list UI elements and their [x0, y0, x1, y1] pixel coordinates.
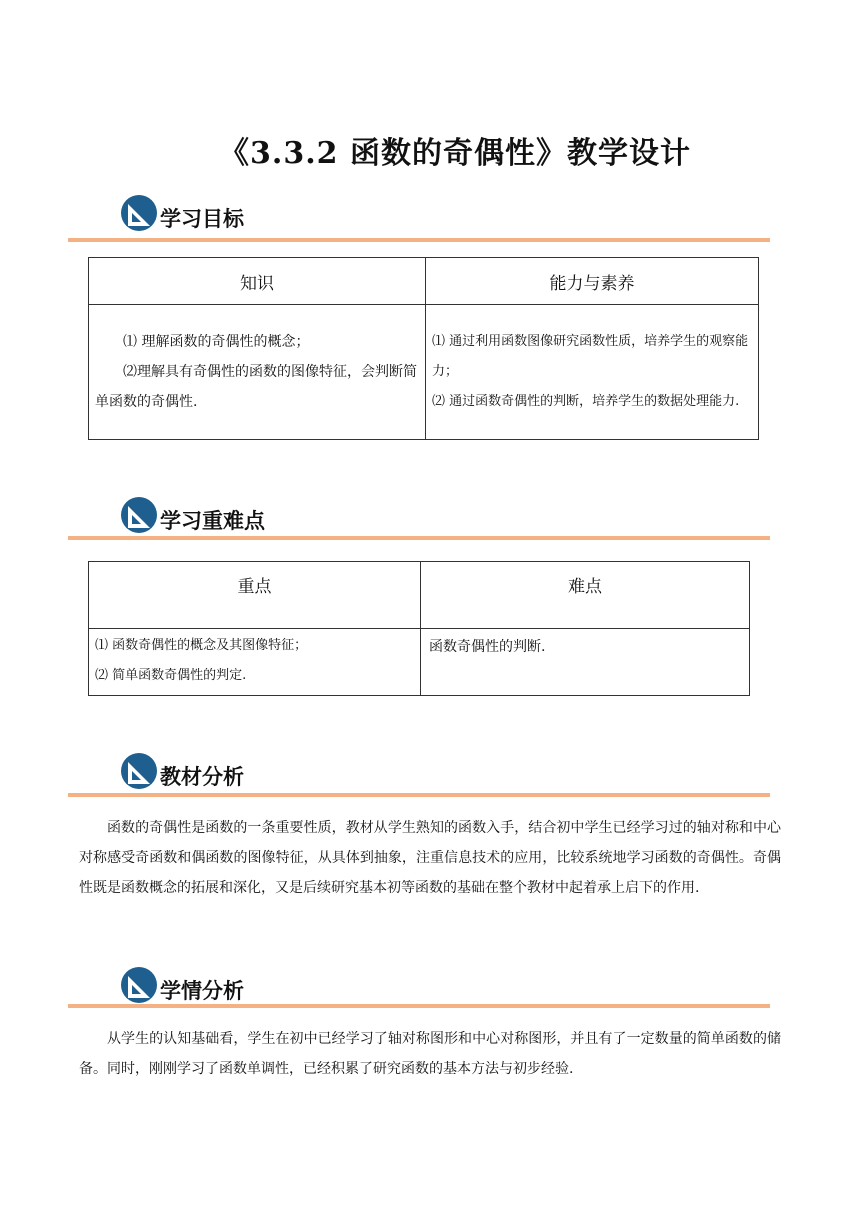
page-title: 《3.3.2 函数的奇偶性》教学设计: [219, 136, 691, 171]
section-divider: [68, 238, 770, 242]
student-analysis-text: 从学生的认知基础看，学生在初中已经学习了轴对称图形和中心对称图形，并且有了一定数量的简单函数的储备。同时，刚刚学习了函数单调性，已经积累了研究函数的基本方法与初步经验.: [79, 1031, 781, 1077]
column-header-key: 重点: [89, 562, 421, 629]
ability-cell: [426, 305, 759, 440]
knowledge-cell: [89, 305, 426, 440]
set-square-icon: [120, 496, 158, 534]
column-header-knowledge: 知识: [89, 258, 426, 305]
set-square-icon: [120, 966, 158, 1004]
key-item: ⑴ 函数奇偶性的概念及其图像特征；: [95, 638, 308, 653]
column-header-difficult: 难点: [421, 562, 750, 629]
section-label: 教材分析: [160, 765, 244, 789]
key-points-table: [88, 561, 750, 696]
objectives-table: [88, 257, 759, 440]
knowledge-item: ⑴ 理解函数的奇偶性的概念；: [123, 334, 310, 350]
section-label: 学习目标: [160, 207, 244, 231]
difficult-cell: [421, 629, 750, 696]
set-square-icon: [120, 752, 158, 790]
textbook-analysis-text: 函数的奇偶性是函数的一条重要性质，教材从学生熟知的函数入手，结合初中学生已经学习过的轴对称和中心对称感受奇函数和偶函数的图像特征，从具体到抽象，注重信息技术的应用，比较系统地学习函数的奇偶性。奇偶性既是函数概念的拓展和深化，又是后续研究基本初等函数的基础在整个教材中起着承上启下的作用.: [79, 820, 781, 896]
section-heading-key-points: [120, 494, 265, 534]
set-square-icon: [120, 194, 158, 232]
difficult-item: 函数奇偶性的判断.: [429, 639, 546, 655]
ability-item: ⑴ 通过利用函数图像研究函数性质，培养学生的观察能力；: [432, 334, 749, 379]
section-divider: [68, 1004, 770, 1008]
knowledge-item: ⑵理解具有奇偶性的函数的图像特征，会判断简单函数的奇偶性.: [95, 364, 417, 410]
section-divider: [68, 536, 770, 540]
ability-item: ⑵ 通过函数奇偶性的判断，培养学生的数据处理能力.: [432, 394, 740, 409]
section-divider: [68, 793, 770, 797]
key-cell: [89, 629, 421, 696]
section-heading-objectives: [120, 192, 244, 232]
section-heading-textbook: [120, 750, 244, 790]
key-item: ⑵ 简单函数奇偶性的判定.: [95, 668, 247, 683]
section-label: 学习重难点: [160, 509, 265, 533]
section-label: 学情分析: [160, 979, 244, 1003]
section-heading-students: [120, 964, 244, 1004]
column-header-ability: 能力与素养: [426, 258, 759, 305]
